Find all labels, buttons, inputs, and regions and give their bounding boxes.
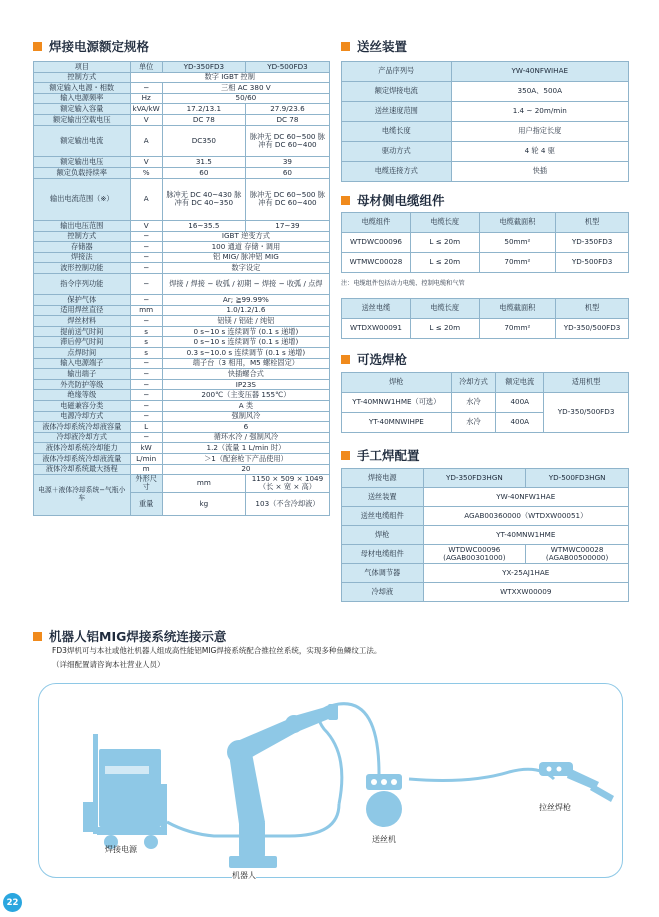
unit-cell: % <box>130 167 162 178</box>
table-row <box>342 488 629 507</box>
row-label: 输入电源端子 <box>34 358 131 369</box>
table-cell: 铝 MIG/ 脉冲铝 MIG <box>162 252 329 263</box>
table-row <box>342 545 629 564</box>
table-row <box>342 583 629 602</box>
unit-cell: − <box>130 411 162 422</box>
unit-cell: Hz <box>130 93 162 104</box>
row-label: 外形尺寸 <box>130 475 162 493</box>
row-label: 送丝装置 <box>342 488 424 507</box>
table-row <box>34 263 330 274</box>
table-cell: YT-40MNW1HME <box>423 526 629 545</box>
unit-cell: − <box>130 401 162 412</box>
table-row <box>34 432 330 443</box>
table-cell: 脉冲无 DC 60~500 脉冲有 DC 60~400 <box>245 178 329 220</box>
table-row <box>34 295 330 306</box>
table-cell: DC 78 <box>245 114 329 125</box>
row-label: 液体冷却系统最大扬程 <box>34 464 131 475</box>
table-cell: 60 <box>162 167 245 178</box>
unit-cell: m <box>130 464 162 475</box>
torch-cable <box>409 769 554 780</box>
row-label: 保护气体 <box>34 295 131 306</box>
row-label: 送丝速度范围 <box>342 102 452 122</box>
table-cell: 16~35.5 <box>162 220 245 231</box>
column-header: 电缆截面积 <box>479 213 556 233</box>
row-label: 电磁兼容分类 <box>34 401 131 412</box>
column-header: YD-350FD3 <box>162 62 245 73</box>
table-row <box>34 167 330 178</box>
table-row <box>34 316 330 327</box>
row-label: 重量 <box>130 492 162 515</box>
row-label: 额定输出空载电压 <box>34 114 131 125</box>
table-cell: 1.4 ~ 20m/min <box>451 102 628 122</box>
bullet-square-icon <box>33 632 42 641</box>
column-header: 电缆长度 <box>410 299 479 319</box>
row-label: 液体冷却系统冷却液容量 <box>34 422 131 433</box>
bullet-square-icon <box>341 42 350 51</box>
unit-cell: V <box>130 220 162 231</box>
unit-cell: − <box>130 316 162 327</box>
wire-feeder-table <box>341 61 629 182</box>
torch-table <box>341 372 629 433</box>
table-cell: Ar; ≧99.99% <box>162 295 329 306</box>
row-label: 存储器 <box>34 242 131 253</box>
table-row <box>34 72 330 83</box>
table-header-row <box>342 469 629 488</box>
table-row <box>34 231 330 242</box>
table-cell: 60 <box>245 167 329 178</box>
table-row <box>34 326 330 337</box>
table-cell: 400A <box>496 413 544 433</box>
table-row <box>34 475 330 493</box>
column-header: YW-40NFWIHAE <box>451 62 628 82</box>
table-row <box>342 253 629 273</box>
cable-note: 注：电缆组件包括动力电缆、控制电缆和气管 <box>341 280 465 287</box>
unit-cell: − <box>130 390 162 401</box>
table-cell: 强制风冷 <box>162 411 329 422</box>
unit-cell: kVA/kW <box>130 104 162 115</box>
column-header: 焊枪 <box>342 373 452 393</box>
unit-cell: s <box>130 337 162 348</box>
table-cell: 31.5 <box>162 157 245 168</box>
table-cell: 50/60 <box>162 93 329 104</box>
row-label: 送丝电缆组件 <box>342 507 424 526</box>
row-label: 驱动方式 <box>342 142 452 162</box>
table-cell: 焊接 / 焊接 − 收弧 / 初期 − 焊接 − 收弧 / 点焊 <box>162 273 329 294</box>
table-cell: L ≤ 20m <box>410 253 479 273</box>
table-cell: 6 <box>162 422 329 433</box>
table-row <box>342 122 629 142</box>
label-wire-feeder: 送丝机 <box>372 835 396 844</box>
table-cell: 200℃（主变压器 155℃） <box>162 390 329 401</box>
table-row <box>34 273 330 294</box>
column-header: YD-350FD3HGN <box>423 469 526 488</box>
manual-config-table <box>341 468 629 602</box>
table-cell: 快插螺合式 <box>162 369 329 380</box>
column-header: 产品序列号 <box>342 62 452 82</box>
table-cell: WTDWC00096 <box>342 233 411 253</box>
table-cell: 20 <box>162 464 329 475</box>
table-cell: WTDXW00091 <box>342 319 411 339</box>
table-cell: 27.9/23.6 <box>245 104 329 115</box>
table-row <box>342 526 629 545</box>
row-label: 电缆长度 <box>342 122 452 142</box>
section-title-spec: 焊接电源额定规格 <box>33 37 149 55</box>
table-cell: 17~39 <box>245 220 329 231</box>
table-row <box>34 125 330 157</box>
page-number: 22 <box>3 893 22 912</box>
unit-cell: L/min <box>130 454 162 465</box>
unit-cell: − <box>130 273 162 294</box>
table-cell: WTMWC00028 (AGAB00500000) <box>526 545 629 564</box>
column-header: 单位 <box>130 62 162 73</box>
row-label: 输出电压范围 <box>34 220 131 231</box>
table-cell: WTMWC00028 <box>342 253 411 273</box>
row-label: 液体冷却系统冷却液流量 <box>34 454 131 465</box>
table-cell: YD-350/500FD3 <box>544 393 629 433</box>
table-header-row <box>34 62 330 73</box>
table-cell: YT-40MNW1HME（可选） <box>342 393 452 413</box>
table-row <box>34 358 330 369</box>
table-cell: A 类 <box>162 401 329 412</box>
table-row <box>342 162 629 182</box>
table-cell: 0 s~10 s 连续调节 (0.1 s 递增) <box>162 337 329 348</box>
unit-cell: − <box>130 231 162 242</box>
row-label: 滞后停气时间 <box>34 337 131 348</box>
row-label: 输出电流范围（※） <box>34 178 131 220</box>
spec-table <box>33 61 330 516</box>
row-label: 控制方式 <box>34 231 131 242</box>
column-header: YD-500FD3HGN <box>526 469 629 488</box>
table-cell: 脉冲无 DC 60~500 脉冲有 DC 60~400 <box>245 125 329 157</box>
table-cell: 用户指定长度 <box>451 122 628 142</box>
table-row <box>342 142 629 162</box>
table-cell: 39 <box>245 157 329 168</box>
bullet-square-icon <box>341 355 350 364</box>
table-row <box>34 422 330 433</box>
unit-cell: s <box>130 348 162 359</box>
row-label: 控制方式 <box>34 72 131 83</box>
table-row <box>34 83 330 94</box>
row-label: 焊接法 <box>34 252 131 263</box>
column-header: 电缆组件 <box>342 213 411 233</box>
table-row <box>34 178 330 220</box>
row-label: 波形控制功能 <box>34 263 131 274</box>
row-label: 焊枪 <box>342 526 424 545</box>
table-cell: WTDWC00096 (AGAB00301000) <box>423 545 526 564</box>
unit-cell: s <box>130 326 162 337</box>
column-header: 焊接电源 <box>342 469 424 488</box>
table-row <box>34 379 330 390</box>
unit-cell: − <box>130 379 162 390</box>
table-row <box>342 393 629 413</box>
column-header: 电缆长度 <box>410 213 479 233</box>
column-header: 适用机型 <box>544 373 629 393</box>
row-label: 气体调节器 <box>342 564 424 583</box>
unit-cell: − <box>130 432 162 443</box>
table-row <box>34 93 330 104</box>
unit-cell: kg <box>162 492 245 515</box>
table-cell: 4 轮 4 驱 <box>451 142 628 162</box>
table-cell: 脉冲无 DC 40~430 脉冲有 DC 40~350 <box>162 178 245 220</box>
table-row <box>342 319 629 339</box>
unit-cell: A <box>130 125 162 157</box>
row-label: 输出端子 <box>34 369 131 380</box>
label-torch: 拉丝焊枪 <box>539 803 571 812</box>
section-title-cable: 母材侧电缆组件 <box>341 191 445 209</box>
unit-cell: − <box>130 242 162 253</box>
row-label: 外壳防护等级 <box>34 379 131 390</box>
row-label: 冷却液 <box>342 583 424 602</box>
table-cell: 水冷 <box>451 413 496 433</box>
table-row <box>34 157 330 168</box>
table-cell: 50mm² <box>479 233 556 253</box>
unit-cell: V <box>130 114 162 125</box>
table-header-row <box>342 299 629 319</box>
row-label: 额定负载持续率 <box>34 167 131 178</box>
table-cell: 70mm² <box>479 319 556 339</box>
unit-cell: kW <box>130 443 162 454</box>
unit-cell: − <box>130 83 162 94</box>
table-cell: 0.3 s~10.0 s 连续调节 (0.1 s 递增) <box>162 348 329 359</box>
row-label: 母材电缆组件 <box>342 545 424 564</box>
label-power-source: 焊接电源 <box>105 845 137 854</box>
column-header: 机型 <box>556 299 629 319</box>
table-row <box>34 220 330 231</box>
row-label: 额定输出电压 <box>34 157 131 168</box>
row-label: 点焊时间 <box>34 348 131 359</box>
bullet-square-icon <box>341 451 350 460</box>
section-title-wire: 送丝装置 <box>341 37 407 55</box>
column-header: 送丝电缆 <box>342 299 411 319</box>
unit-cell: − <box>130 252 162 263</box>
unit-cell: − <box>130 263 162 274</box>
table-row <box>34 305 330 316</box>
system-note: （详细配置请咨询本社营业人员） <box>52 660 165 669</box>
unit-cell: mm <box>130 305 162 316</box>
row-label: 电源冷却方式 <box>34 411 131 422</box>
table-header-row <box>342 62 629 82</box>
row-label: 输入电源频率 <box>34 93 131 104</box>
table-cell: 103（不含冷却液） <box>245 492 329 515</box>
row-label: 绝缘等级 <box>34 390 131 401</box>
table-cell: 水冷 <box>451 393 496 413</box>
table-cell: 0 s~10 s 连续调节 (0.1 s 递增) <box>162 326 329 337</box>
table-header-row <box>342 373 629 393</box>
table-cell: 1150 × 509 × 1049（长 × 宽 × 高） <box>245 475 329 493</box>
unit-cell: L <box>130 422 162 433</box>
power-source-icon <box>83 734 167 849</box>
column-header: 项目 <box>34 62 131 73</box>
table-cell: YD-350/500FD3 <box>556 319 629 339</box>
system-diagram <box>38 683 623 878</box>
table-row <box>34 401 330 412</box>
cable-table <box>341 212 629 273</box>
table-row <box>34 411 330 422</box>
table-cell: 350A、500A <box>451 82 628 102</box>
table-row <box>34 348 330 359</box>
feed-cable-table <box>341 298 629 339</box>
table-row <box>34 104 330 115</box>
unit-cell: A <box>130 178 162 220</box>
table-row <box>34 464 330 475</box>
table-cell: YD-500FD3 <box>556 253 629 273</box>
table-cell: YT-40MNWIHPE <box>342 413 452 433</box>
unit-cell: − <box>130 369 162 380</box>
row-label: 指令序列功能 <box>34 273 131 294</box>
table-cell: 数字 IGBT 控制 <box>130 72 329 83</box>
table-cell: 1.2（流量 1 L/min 时） <box>162 443 329 454</box>
table-cell: 三相 AC 380 V <box>162 83 329 94</box>
table-cell: 70mm² <box>479 253 556 273</box>
robot-icon <box>227 704 338 868</box>
table-cell: 铝镁 / 铝硅 / 纯铝 <box>162 316 329 327</box>
table-row <box>342 102 629 122</box>
unit-cell: mm <box>162 475 245 493</box>
column-header: 额定电流 <box>496 373 544 393</box>
row-label: 焊丝材料 <box>34 316 131 327</box>
table-cell: YD-350FD3 <box>556 233 629 253</box>
row-label: 电源＋液体冷却系统−气瓶小车 <box>34 475 131 516</box>
label-robot: 机器人 <box>232 871 256 880</box>
wire-feeder-icon <box>366 774 402 827</box>
table-row <box>342 233 629 253</box>
table-row <box>342 82 629 102</box>
unit-cell: − <box>130 358 162 369</box>
table-cell: L ≤ 20m <box>410 319 479 339</box>
bullet-square-icon <box>341 196 350 205</box>
table-cell: DC350 <box>162 125 245 157</box>
table-row <box>34 114 330 125</box>
column-header: 电缆截面积 <box>479 299 556 319</box>
table-cell: YW-40NFW1HAE <box>423 488 629 507</box>
table-cell: 端子台（3 相用，M5 螺栓固定） <box>162 358 329 369</box>
row-label: 额定输出电流 <box>34 125 131 157</box>
table-cell: 1.0/1.2/1.6 <box>162 305 329 316</box>
table-header-row <box>342 213 629 233</box>
row-label: 额定焊接电流 <box>342 82 452 102</box>
row-label: 额定输入电源・相数 <box>34 83 131 94</box>
table-cell: 数字设定 <box>162 263 329 274</box>
column-header: 机型 <box>556 213 629 233</box>
table-row <box>342 564 629 583</box>
table-cell: 快插 <box>451 162 628 182</box>
system-description: FD3焊机可与本社或他社机器人组成高性能铝MIG焊接系统配合推拉丝系统，实现多种鱼鳞纹工法。 <box>52 646 382 655</box>
table-cell: 17.2/13.1 <box>162 104 245 115</box>
unit-cell: V <box>130 157 162 168</box>
table-cell: WTXXW00009 <box>423 583 629 602</box>
table-cell: 循环水冷 / 强制风冷 <box>162 432 329 443</box>
row-label: 液体冷却系统冷却能力 <box>34 443 131 454</box>
table-row <box>342 507 629 526</box>
table-cell: ＞1（配套枪下产品使用） <box>162 454 329 465</box>
push-pull-torch-icon <box>539 762 614 802</box>
section-title-manual: 手工焊配置 <box>341 446 420 464</box>
table-row <box>34 454 330 465</box>
table-cell: L ≤ 20m <box>410 233 479 253</box>
row-label: 电缆连接方式 <box>342 162 452 182</box>
table-cell: YX-25AJ1HAE <box>423 564 629 583</box>
row-label: 额定输入容量 <box>34 104 131 115</box>
table-cell: 400A <box>496 393 544 413</box>
table-cell: IP23S <box>162 379 329 390</box>
table-row <box>34 443 330 454</box>
column-header: YD-500FD3 <box>245 62 329 73</box>
table-cell: DC 78 <box>162 114 245 125</box>
row-label: 冷却液冷却方式 <box>34 432 131 443</box>
table-row <box>34 252 330 263</box>
bullet-square-icon <box>33 42 42 51</box>
table-cell: IGBT 逆变方式 <box>162 231 329 242</box>
section-title-torch: 可选焊枪 <box>341 350 407 368</box>
table-row <box>34 337 330 348</box>
table-row <box>34 390 330 401</box>
unit-cell: − <box>130 295 162 306</box>
row-label: 提前送气时间 <box>34 326 131 337</box>
row-label: 适用焊丝直径 <box>34 305 131 316</box>
section-title-system: 机器人铝MIG焊接系统连接示意 <box>33 627 226 645</box>
table-row <box>34 242 330 253</box>
table-cell: AGAB00360000（WTDXW00051） <box>423 507 629 526</box>
column-header: 冷却方式 <box>451 373 496 393</box>
table-cell: 100 通道 存储・调用 <box>162 242 329 253</box>
table-row <box>34 369 330 380</box>
